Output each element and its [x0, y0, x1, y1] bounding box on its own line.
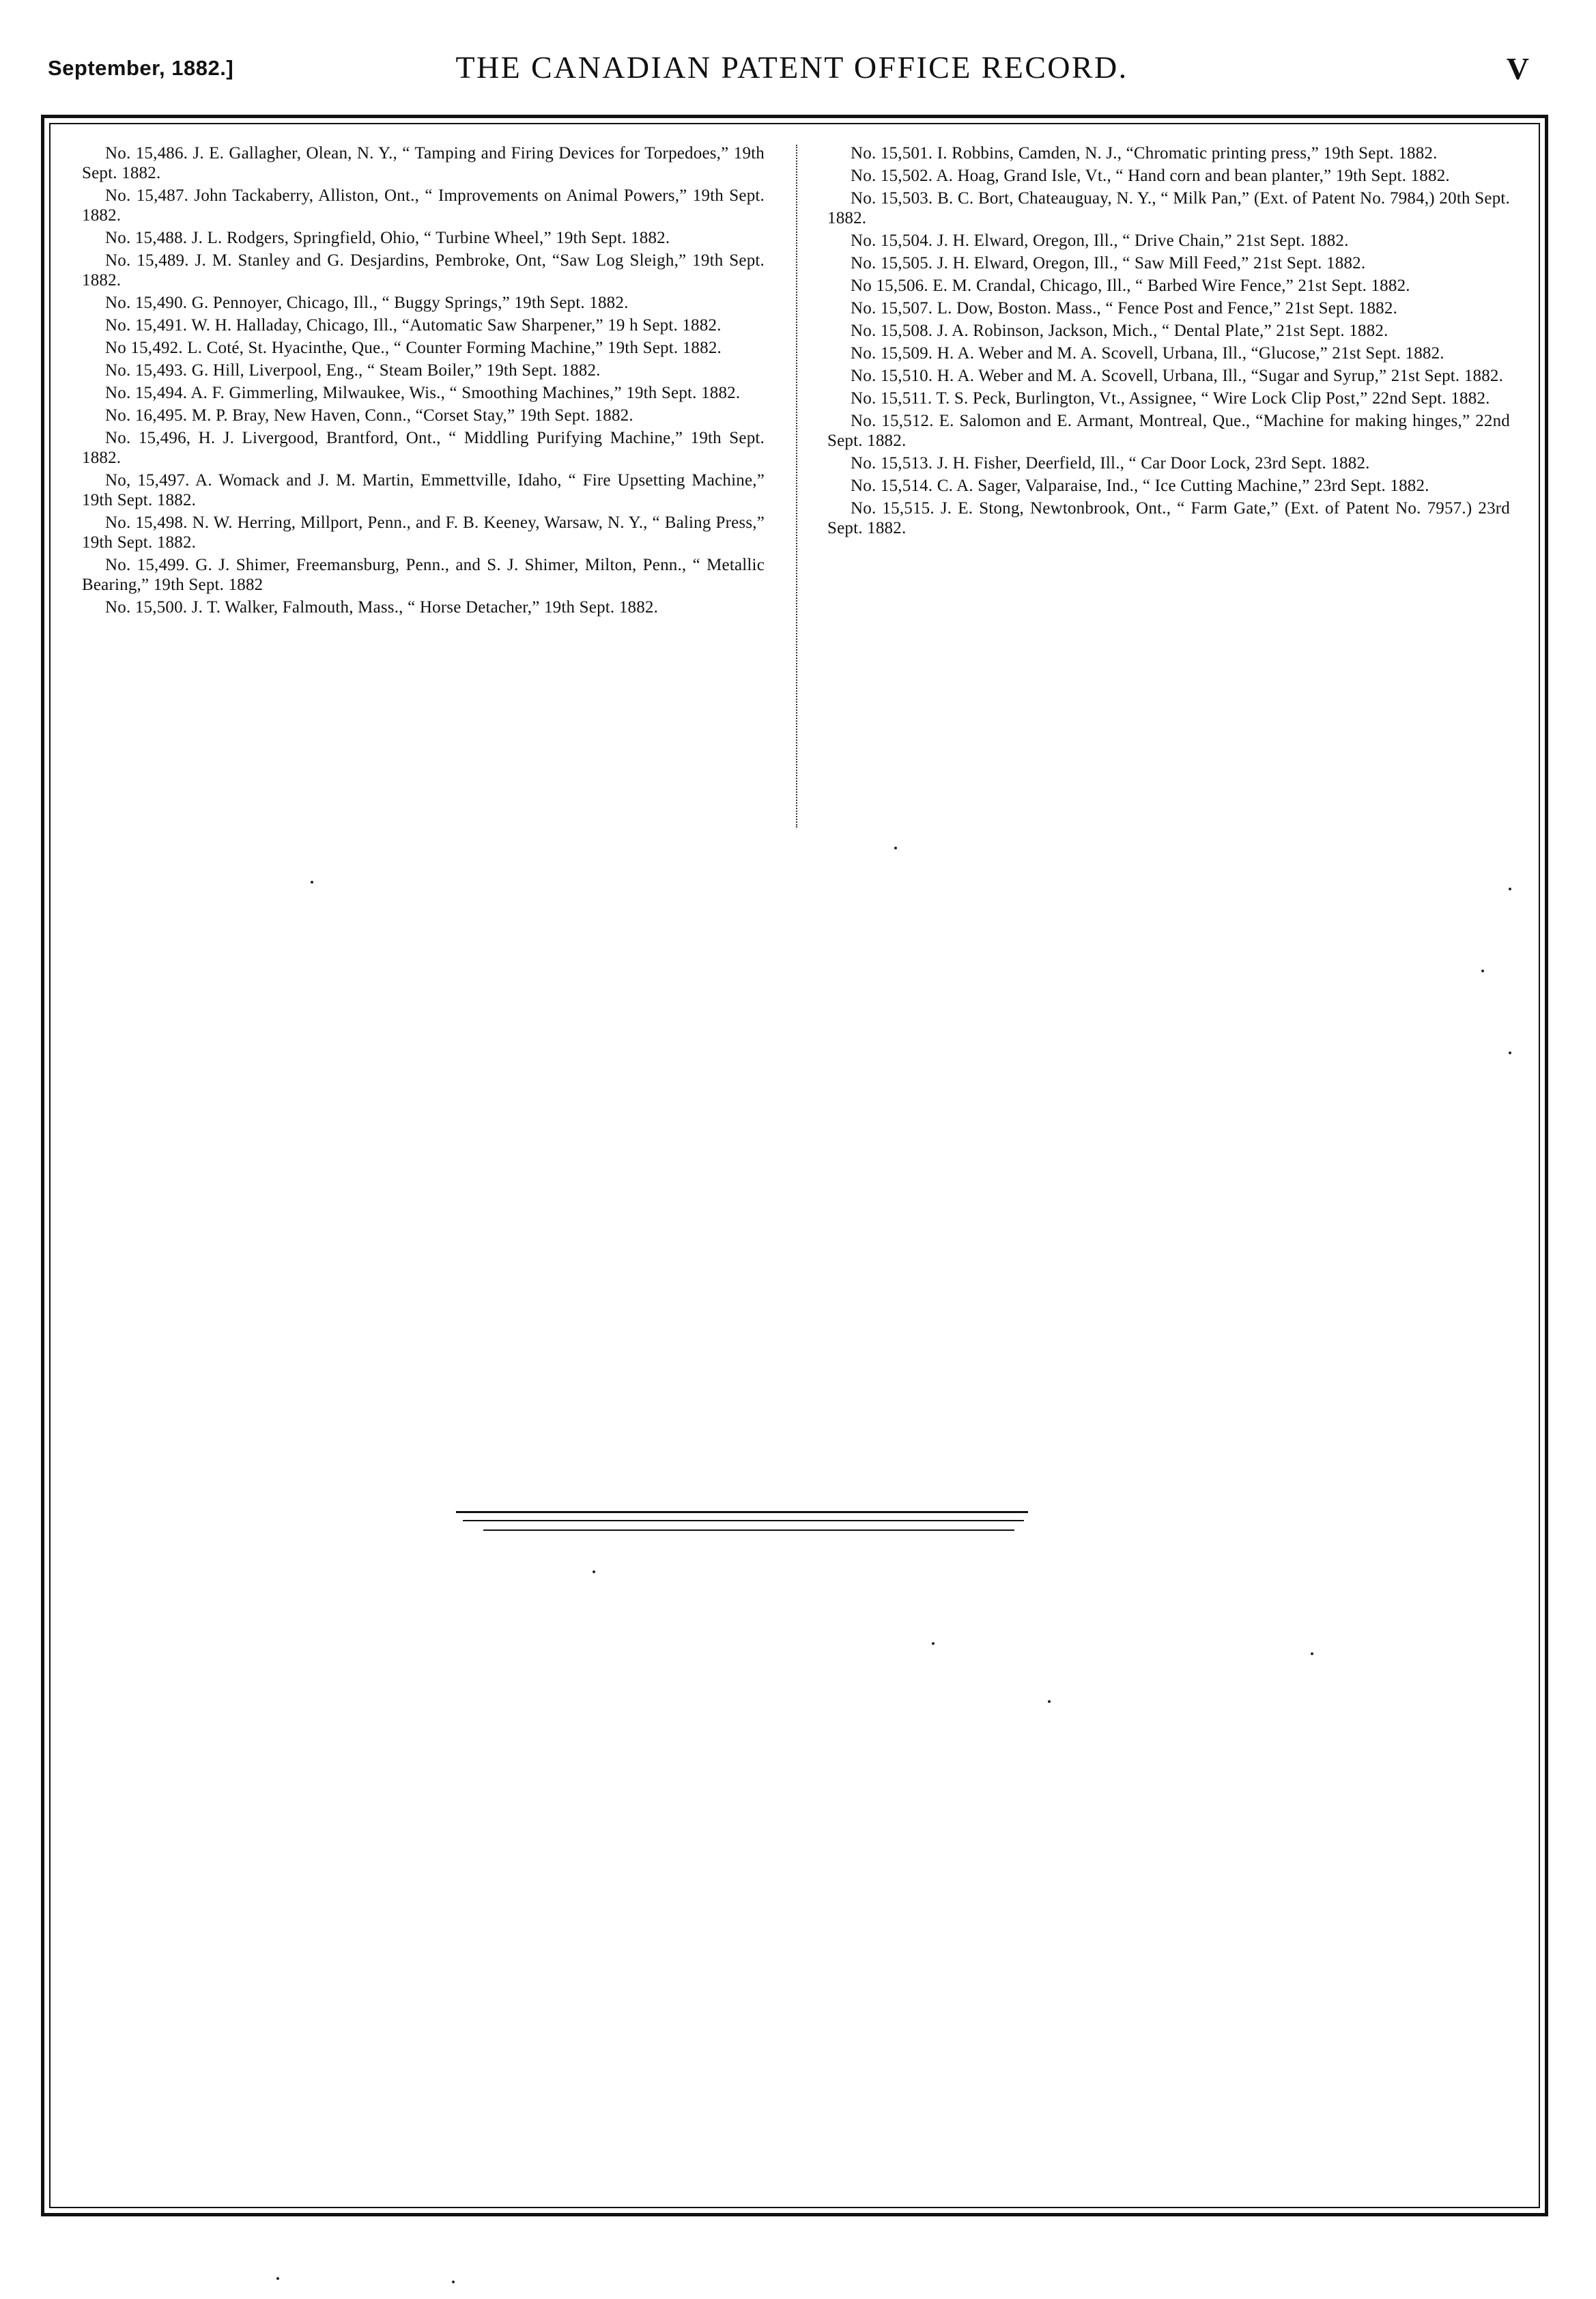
section-end-rule — [456, 1511, 1028, 1534]
print-speck — [932, 1642, 935, 1645]
print-speck — [1311, 1652, 1313, 1655]
rule-line — [483, 1529, 1014, 1531]
patent-entry: No. 15,501. I. Robbins, Camden, N. J., “Chromatic printing press,” 19th Sept. 1882. — [851, 144, 1438, 163]
patent-entry: No. 15,509. H. A. Weber and M. A. Scovell, Urbana, Ill., “Glucose,” 21st Sept. 1882. — [851, 344, 1444, 363]
page-number: V — [1506, 51, 1529, 86]
print-speck — [894, 847, 897, 849]
patent-entry: No. 15,491. W. H. Halladay, Chicago, Ill., “Automatic Saw Sharpener,” 19 h Sept. 1882. — [105, 316, 722, 335]
print-speck — [1509, 1052, 1511, 1054]
column-divider — [796, 145, 797, 828]
patent-entry: No. 15,513. J. H. Fisher, Deerfield, Ill., “ Car Door Lock, 23rd Sept. 1882. — [851, 454, 1370, 473]
patent-entry: No. 15,493. G. Hill, Liverpool, Eng., “ Steam Boiler,” 19th Sept. 1882. — [105, 361, 601, 380]
patent-entry: No. 15,505. J. H. Elward, Oregon, Ill., “ Saw Mill Feed,” 21st Sept. 1882. — [851, 254, 1366, 272]
print-speck — [311, 881, 313, 884]
rule-line — [456, 1511, 1028, 1513]
patent-entry: No. 15,486. J. E. Gallagher, Olean, N. Y., “ Tamping and Firing Devices for Torpedoes,” 19th Sept. 1882. — [82, 144, 765, 182]
patent-entry: No. 15,487. John Tackaberry, Alliston, Ont., “ Improvements on Animal Powers,” 19th Sept. 1882. — [82, 186, 765, 225]
print-speck — [593, 1570, 595, 1573]
patent-entry: No. 15,510. H. A. Weber and M. A. Scovell, Urbana, Ill., “Sugar and Syrup,” 21st Sept. 1882. — [851, 367, 1504, 385]
page-header — [48, 48, 1536, 102]
patent-entry: No. 15,496, H. J. Livergood, Brantford, Ont., “ Middling Purifying Machine,” 19th Sept. 1882. — [82, 429, 765, 467]
patent-entry: No 15,492. L. Coté, St. Hyacinthe, Que., “ Counter Forming Machine,” 19th Sept. 1882. — [105, 339, 722, 357]
patent-entry: No. 15,503. B. C. Bort, Chateauguay, N. Y., “ Milk Pan,” (Ext. of Patent No. 7984,) 20th Sept. 1882. — [827, 189, 1510, 227]
patent-entry: No. 15,507. L. Dow, Boston. Mass., “ Fence Post and Fence,” 21st Sept. 1882. — [851, 299, 1398, 318]
publication-title: THE CANADIAN PATENT OFFICE RECORD. — [455, 50, 1128, 85]
left-column — [82, 143, 765, 620]
patent-entry: No 15,506. E. M. Crandal, Chicago, Ill., “ Barbed Wire Fence,” 21st Sept. 1882. — [851, 277, 1410, 295]
patent-entry: No. 15,508. J. A. Robinson, Jackson, Mich., “ Dental Plate,” 21st Sept. 1882. — [851, 322, 1388, 340]
patent-entry: No. 15,490. G. Pennoyer, Chicago, Ill., “ Buggy Springs,” 19th Sept. 1882. — [105, 294, 629, 312]
print-speck — [276, 2277, 279, 2280]
patent-entry: No. 15,511. T. S. Peck, Burlington, Vt., Assignee, “ Wire Lock Clip Post,” 22nd Sept. 1882. — [851, 389, 1490, 408]
patent-entry: No. 15,494. A. F. Gimmerling, Milwaukee, Wis., “ Smoothing Machines,” 19th Sept. 1882. — [105, 384, 741, 402]
print-speck — [452, 2281, 455, 2283]
print-speck — [1481, 970, 1484, 972]
right-column — [827, 143, 1510, 541]
patent-entry: No. 15,515. J. E. Stong, Newtonbrook, Ont., “ Farm Gate,” (Ext. of Patent No. 7957.) 23rd Sept. 1882. — [827, 499, 1510, 537]
patent-entry: No. 16,495. M. P. Bray, New Haven, Conn., “Corset Stay,” 19th Sept. 1882. — [105, 406, 633, 425]
patent-entry: No. 15,499. G. J. Shimer, Freemansburg, Penn., and S. J. Shimer, Milton, Penn., “ Metallic Bearing,” 19th Sept. 1882 — [82, 556, 765, 594]
patent-entry: No. 15,498. N. W. Herring, Millport, Penn., and F. B. Keeney, Warsaw, N. Y., “ Baling Press,” 19th Sept. 1882. — [82, 513, 765, 552]
print-speck — [1048, 1700, 1051, 1703]
print-speck — [1509, 888, 1511, 890]
issue-date: September, 1882.] — [48, 56, 234, 80]
patent-entry: No. 15,489. J. M. Stanley and G. Desjardins, Pembroke, Ont, “Saw Log Sleigh,” 19th Sept. 1882. — [82, 251, 765, 290]
patent-entry: No. 15,514. C. A. Sager, Valparaise, Ind., “ Ice Cutting Machine,” 23rd Sept. 1882. — [851, 477, 1429, 495]
patent-entry: No. 15,500. J. T. Walker, Falmouth, Mass., “ Horse Detacher,” 19th Sept. 1882. — [105, 598, 659, 617]
patent-entry: No. 15,512. E. Salomon and E. Armant, Montreal, Que., “Machine for making hinges,” 22nd Sept. 1882. — [827, 412, 1510, 450]
rule-line — [463, 1520, 1024, 1521]
patent-entry: No. 15,502. A. Hoag, Grand Isle, Vt., “ Hand corn and bean planter,” 19th Sept. 1882. — [851, 167, 1450, 185]
patent-entry: No. 15,504. J. H. Elward, Oregon, Ill., “ Drive Chain,” 21st Sept. 1882. — [851, 231, 1349, 250]
patent-entry: No, 15,497. A. Womack and J. M. Martin, Emmettville, Idaho, “ Fire Upsetting Machine,” 19th Sept. 1882. — [82, 471, 765, 509]
patent-entry: No. 15,488. J. L. Rodgers, Springfield, Ohio, “ Turbine Wheel,” 19th Sept. 1882. — [105, 229, 670, 247]
